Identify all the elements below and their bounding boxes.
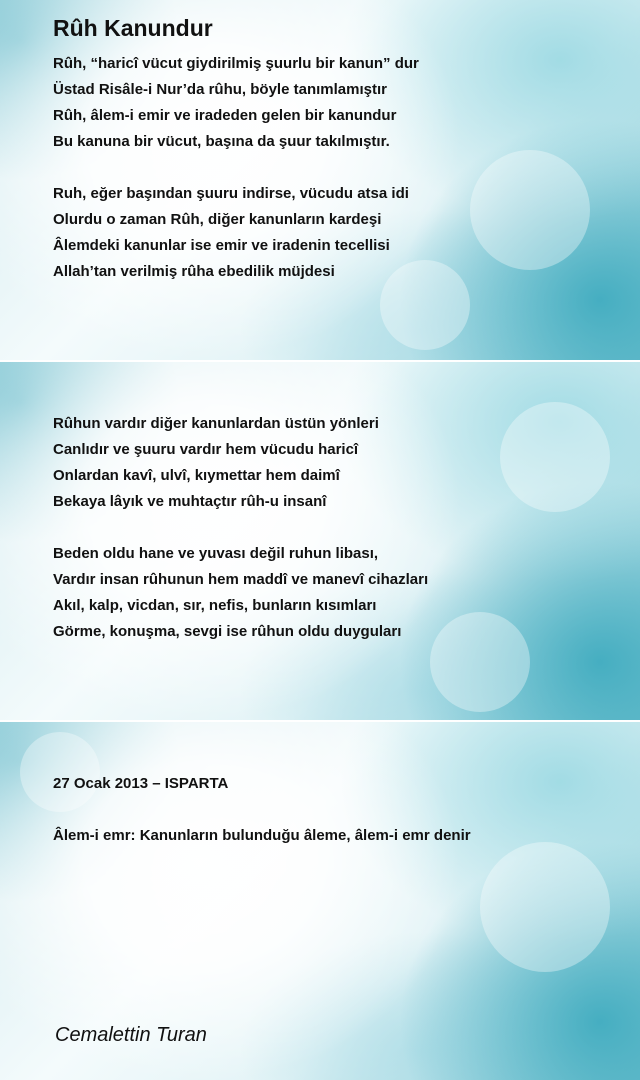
poem-line: Ruh, eğer başından şuuru indirse, vücudu atsa idi — [53, 185, 409, 202]
poem-line: Canlıdır ve şuuru vardır hem vücudu haricî — [53, 441, 359, 458]
poem-title: Rûh Kanundur — [53, 15, 213, 41]
stanza-3 — [53, 411, 379, 515]
date-place: 27 Ocak 2013 – ISPARTA — [53, 775, 229, 792]
poem-line: Rûhun vardır diğer kanunlardan üstün yönleri — [53, 415, 379, 432]
footnote: Âlem-i emr: Kanunların bulunduğu âleme, âlem-i emr denir — [53, 827, 471, 844]
poem-line: Vardır insan rûhunun hem maddî ve manevî cihazları — [53, 571, 429, 588]
poem-line: Akıl, kalp, vicdan, sır, nefis, bunların kısımları — [53, 597, 377, 614]
poem-line: Üstad Risâle-i Nur’da rûhu, böyle tanımlamıştır — [53, 81, 387, 98]
poem-line: Rûh, âlem-i emir ve iradeden gelen bir kanundur — [53, 107, 397, 124]
poem-line: Olurdu o zaman Rûh, diğer kanunların kardeşi — [53, 211, 382, 228]
poem-panel-2 — [0, 360, 640, 720]
stanza-2 — [53, 181, 409, 285]
bokeh-light — [470, 150, 590, 270]
poem-line: Onlardan kavî, ulvî, kıymettar hem daimî — [53, 467, 340, 484]
poem-line: Beden oldu hane ve yuvası değil ruhun libası, — [53, 545, 379, 562]
poem-line: Âlemdeki kanunlar ise emir ve iradenin tecellisi — [53, 237, 390, 254]
stanza-4 — [53, 541, 428, 645]
stanza-1 — [53, 51, 419, 155]
poem-panel-1 — [0, 0, 640, 360]
poem-line: Bu kanuna bir vücut, başına da şuur takılmıştır. — [53, 133, 390, 150]
poem-panel-3 — [0, 720, 640, 1080]
bokeh-light — [480, 842, 610, 972]
author-signature: Cemalettin Turan — [55, 1024, 207, 1046]
bokeh-light — [500, 402, 610, 512]
poem-line: Allah’tan verilmiş rûha ebedilik müjdesi — [53, 263, 335, 280]
bokeh-light — [430, 612, 530, 712]
poem-line: Görme, konuşma, sevgi ise rûhun oldu duyguları — [53, 623, 402, 640]
poem-line: Rûh, “haricî vücut giydirilmiş şuurlu bir kanun” dur — [53, 55, 419, 72]
poem-line: Bekaya lâyık ve muhtaçtır rûh-u insanî — [53, 493, 327, 510]
